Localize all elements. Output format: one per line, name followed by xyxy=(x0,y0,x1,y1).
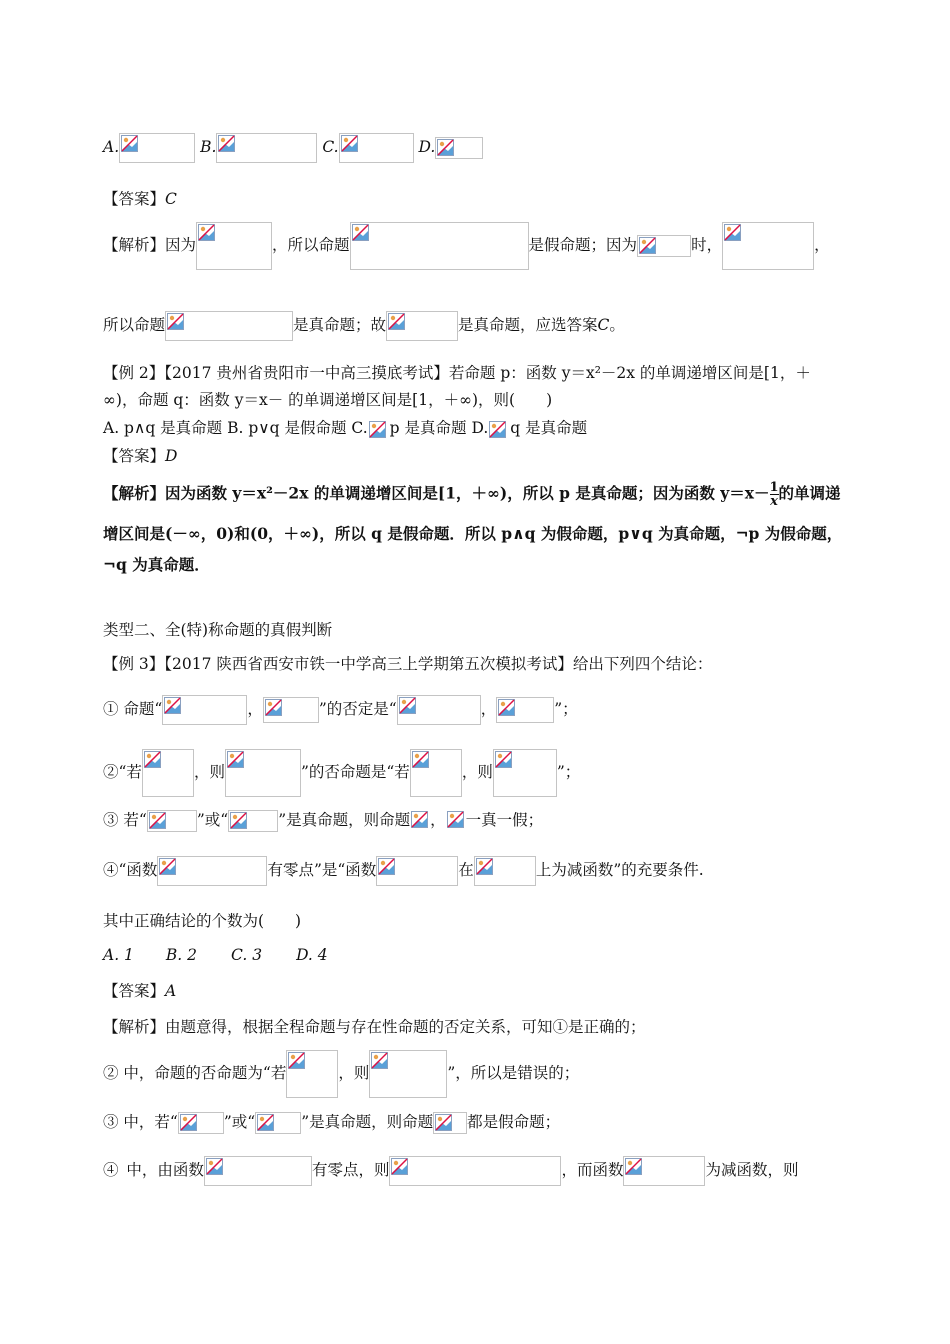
answer-3 xyxy=(103,981,176,1001)
formula-image xyxy=(397,695,481,725)
option-d: q 是真命题 xyxy=(510,419,588,437)
broken-image-icon xyxy=(206,1158,223,1175)
formula-image xyxy=(474,856,536,886)
analysis-3-line-1: 【解析】由题意得，根据全程命题与存在性命题的否定关系，可知①是正确的； xyxy=(103,1018,646,1036)
example-3-line-1: 【例 3】【2017 陕西省西安市铁一中学高三上学期第五次模拟考试】给出下列四个结论： xyxy=(103,655,713,673)
fraction-denominator: x xyxy=(770,494,778,509)
text: ④“函数 xyxy=(103,861,158,879)
example-3-item-4 xyxy=(103,856,704,886)
text: ④ 中，由函数 xyxy=(103,1161,204,1179)
text: ”的否命题是“若 xyxy=(300,763,410,781)
text: 。 xyxy=(609,316,625,334)
broken-image-icon xyxy=(411,811,428,828)
formula-image xyxy=(286,1050,338,1098)
option-a-label: A. xyxy=(103,138,120,156)
options-3 xyxy=(103,945,328,965)
broken-image-icon xyxy=(167,313,184,330)
text: ，所以命题 xyxy=(272,236,350,254)
broken-image-icon xyxy=(378,858,395,875)
formula-image xyxy=(368,422,390,436)
broken-image-icon xyxy=(230,812,247,829)
text: ，而函数 xyxy=(561,1161,624,1179)
broken-image-icon xyxy=(435,1114,452,1131)
text: ③ 若“ xyxy=(103,811,147,829)
answer-1 xyxy=(103,189,177,209)
answer-value: D xyxy=(165,447,178,465)
option-c: C. 3 xyxy=(231,946,263,964)
formula-image xyxy=(376,856,458,886)
text: ，则 xyxy=(338,1064,370,1082)
broken-image-icon xyxy=(227,751,244,768)
broken-image-icon xyxy=(159,858,176,875)
options-line-1 xyxy=(103,133,483,163)
formula-image xyxy=(216,133,317,163)
example-3-item-2 xyxy=(103,749,580,797)
formula-image xyxy=(722,222,814,270)
example-3-item-3 xyxy=(103,810,543,832)
broken-image-icon xyxy=(625,1158,642,1175)
text: 的单调递 xyxy=(778,483,841,503)
broken-image-icon xyxy=(164,697,181,714)
text: ”，所以是错误的； xyxy=(447,1064,580,1082)
broken-image-icon xyxy=(724,224,741,241)
option-d-label: D. xyxy=(471,419,489,437)
text: ”的否定是“ xyxy=(318,700,397,718)
text: 一真一假； xyxy=(465,811,544,829)
formula-image xyxy=(493,749,557,797)
broken-image-icon xyxy=(180,1114,197,1131)
text: 是假命题；因为 xyxy=(528,236,638,254)
text: ， xyxy=(814,236,830,254)
broken-image-icon xyxy=(447,811,464,828)
text: 有零点”是“函数 xyxy=(267,861,377,879)
broken-image-icon xyxy=(391,1158,408,1175)
formula-image xyxy=(496,697,554,723)
text: 上为减函数”的充要条件. xyxy=(535,861,704,879)
answer-label: 【答案】 xyxy=(103,982,166,1000)
formula-image xyxy=(228,810,278,832)
option-c-label: C. xyxy=(351,419,368,437)
formula-image xyxy=(142,749,194,797)
text: ”是真命题，则命题 xyxy=(301,1113,434,1131)
text: 因为 xyxy=(165,236,197,254)
broken-image-icon xyxy=(388,313,405,330)
analysis-2-line-3: ¬q 为真命题． xyxy=(103,555,210,574)
option-c: p 是真命题 xyxy=(389,419,467,437)
text: C xyxy=(597,316,610,334)
broken-image-icon xyxy=(144,751,161,768)
broken-image-icon xyxy=(412,751,429,768)
formula-image xyxy=(263,697,319,723)
formula-image xyxy=(157,856,267,886)
text: 为减函数，则 xyxy=(705,1161,799,1179)
example-3-item-1 xyxy=(103,695,578,725)
formula-image xyxy=(350,222,529,270)
fraction xyxy=(770,481,779,508)
text: ① 命题“ xyxy=(103,700,163,718)
text: 有零点，则 xyxy=(311,1161,390,1179)
broken-image-icon xyxy=(399,697,416,714)
answer-label: 【答案】 xyxy=(103,447,166,465)
broken-image-icon xyxy=(476,858,493,875)
analysis-3-line-2 xyxy=(103,1050,579,1098)
option-b-label: B. xyxy=(200,138,217,156)
formula-image xyxy=(446,810,466,832)
broken-image-icon xyxy=(489,421,506,438)
text: 【解析】因为函数 y＝x²－2x 的单调递增区间是[1，＋∞)，所以 p 是真命题；因为函数 y＝x－ xyxy=(103,483,770,503)
text: ， xyxy=(430,811,446,829)
formula-image xyxy=(225,749,301,797)
analysis-label: 【解析】 xyxy=(103,236,166,254)
analysis-1-line-1 xyxy=(103,222,830,270)
option-c-label: C. xyxy=(322,138,339,156)
broken-image-icon xyxy=(288,1052,305,1069)
example-2-line-2: ∞)，命题 q：函数 y＝x－ 的单调递增区间是[1，＋∞)，则( ) xyxy=(103,391,553,409)
option-a: A. p∧q 是真命题 xyxy=(103,419,223,437)
formula-image xyxy=(165,311,293,341)
text: ”； xyxy=(556,763,581,781)
formula-image xyxy=(488,422,510,436)
formula-image xyxy=(119,133,195,163)
fraction-numerator: 1 xyxy=(769,480,779,495)
option-b: B. 2 xyxy=(165,946,198,964)
text: ”或“ xyxy=(196,811,229,829)
analysis-1-line-2 xyxy=(103,311,625,341)
broken-image-icon xyxy=(352,224,369,241)
text: 都是假命题； xyxy=(467,1113,561,1131)
text: 时， xyxy=(691,236,723,254)
formula-image xyxy=(178,1112,224,1134)
broken-image-icon xyxy=(265,699,282,716)
analysis-3-line-3 xyxy=(103,1112,560,1134)
answer-2 xyxy=(103,446,177,466)
formula-image xyxy=(623,1156,705,1186)
formula-image xyxy=(196,222,272,270)
text: ， xyxy=(247,700,263,718)
example-2-options xyxy=(103,418,587,438)
broken-image-icon xyxy=(371,1052,388,1069)
formula-image xyxy=(410,810,430,832)
text: ”或“ xyxy=(223,1113,256,1131)
formula-image xyxy=(147,810,197,832)
formula-image xyxy=(369,1050,447,1098)
text: ”是真命题，则命题 xyxy=(278,811,411,829)
option-a: A. 1 xyxy=(103,946,134,964)
broken-image-icon xyxy=(257,1114,274,1131)
section-heading: 类型二、全(特)称命题的真假判断 xyxy=(103,621,333,639)
broken-image-icon xyxy=(498,699,515,716)
broken-image-icon xyxy=(149,812,166,829)
text: ③ 中，若“ xyxy=(103,1113,178,1131)
formula-image xyxy=(433,1112,467,1134)
broken-image-icon xyxy=(437,139,454,156)
broken-image-icon xyxy=(639,237,656,254)
text: 是真命题，应选答案 xyxy=(458,316,598,334)
text: ，则 xyxy=(461,763,493,781)
answer-label: 【答案】 xyxy=(103,190,166,208)
analysis-3-line-4 xyxy=(103,1156,798,1186)
broken-image-icon xyxy=(198,224,215,241)
formula-image xyxy=(389,1156,561,1186)
formula-image xyxy=(386,311,458,341)
text: ”； xyxy=(554,700,578,718)
text: 在 xyxy=(458,861,474,879)
example-2-line-1: 【例 2】【2017 贵州省贵阳市一中高三摸底考试】若命题 p：函数 y＝x²－2x 的单调递增区间是[1，＋ xyxy=(103,364,811,382)
text: ，则 xyxy=(193,763,225,781)
answer-value: C xyxy=(165,190,177,208)
broken-image-icon xyxy=(121,135,138,152)
text: 是真命题；故 xyxy=(293,316,387,334)
formula-image xyxy=(255,1112,301,1134)
broken-image-icon xyxy=(218,135,235,152)
formula-image xyxy=(339,133,414,163)
option-d-label: D. xyxy=(418,138,436,156)
formula-image xyxy=(435,137,483,159)
text: ②“若 xyxy=(103,763,142,781)
analysis-2-line-2: 增区间是(－∞，0)和(0，＋∞)，所以 q 是假命题．所以 p∧q 为假命题，p∨q 为真命题，¬p 为假命题， xyxy=(103,524,843,543)
text: 所以命题 xyxy=(103,316,166,334)
formula-image xyxy=(410,749,462,797)
question-3: 其中正确结论的个数为( ) xyxy=(103,912,302,930)
text: ② 中，命题的否命题为“若 xyxy=(103,1064,287,1082)
formula-image xyxy=(204,1156,312,1186)
formula-image xyxy=(162,695,247,725)
broken-image-icon xyxy=(341,135,358,152)
option-d: D. 4 xyxy=(296,946,328,964)
broken-image-icon xyxy=(495,751,512,768)
option-b: B. p∨q 是假命题 xyxy=(227,419,347,437)
text: ， xyxy=(480,700,497,718)
broken-image-icon xyxy=(369,421,386,438)
formula-image xyxy=(637,235,691,257)
answer-value: A xyxy=(165,982,177,1000)
analysis-2-line-1 xyxy=(103,481,841,508)
